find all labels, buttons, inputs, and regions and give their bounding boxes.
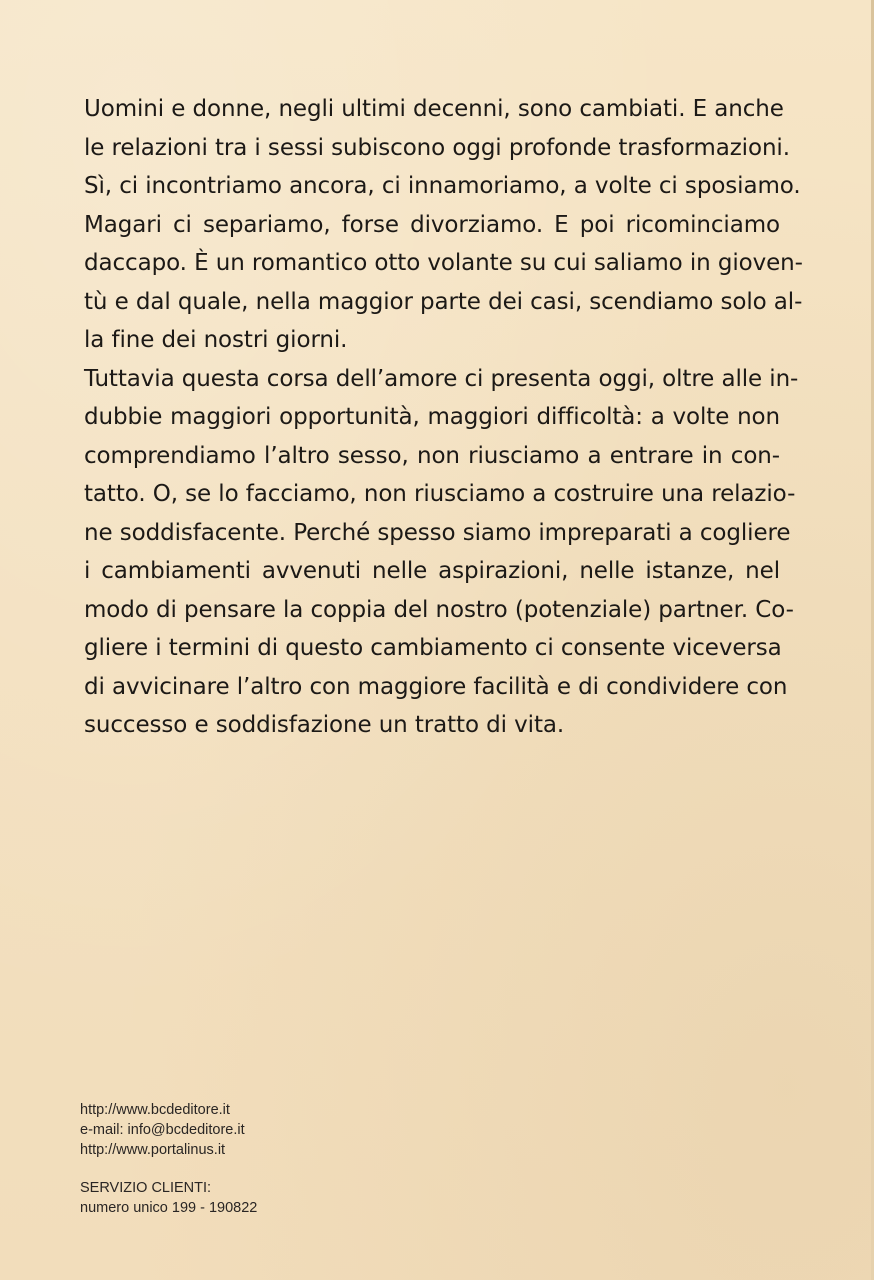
blurb-line: Sì, ci incontriamo ancora, ci innamoriamo, a volte ci sposiamo. — [84, 173, 801, 199]
blurb-line: tatto. O, se lo facciamo, non riusciamo a costruire una relazio- — [84, 481, 796, 507]
service-number: numero unico 199 - 190822 — [80, 1200, 258, 1216]
website-link[interactable]: http://www.bcdeditore.it — [80, 1102, 230, 1118]
blurb-line: i cambiamenti avvenuti nelle aspirazioni, nelle istanze, nel — [84, 558, 780, 584]
blurb-line: daccapo. È un romantico otto volante su cui saliamo in gioven- — [84, 250, 803, 276]
customer-service — [80, 1178, 257, 1218]
blurb-line: Uomini e donne, negli ultimi decenni, sono cambiati. E anche — [84, 96, 784, 122]
blurb-line: tù e dal quale, nella maggior parte dei casi, scendiamo solo al- — [84, 288, 803, 315]
blurb-line: dubbie maggiori opportunità, maggiori difficoltà: a volte non — [84, 404, 780, 430]
blurb-line: le relazioni tra i sessi subiscono oggi profonde trasformazioni. — [84, 134, 790, 161]
email-link[interactable]: e-mail: info@bcdeditore.it — [80, 1122, 245, 1138]
blurb-line: Tuttavia questa corsa dell’amore ci presenta oggi, oltre alle in- — [84, 365, 799, 392]
blurb-line: successo e soddisfazione un tratto di vita. — [84, 712, 565, 738]
blurb-line: Magari ci separiamo, forse divorziamo. E poi ricominciamo — [84, 211, 780, 238]
service-label: SERVIZIO CLIENTI: — [80, 1180, 212, 1196]
blurb-line: la fine dei nostri giorni. — [84, 327, 348, 353]
blurb-text — [84, 90, 803, 745]
blurb-line: comprendiamo l’altro sesso, non riusciamo a entrare in con- — [84, 442, 780, 469]
portal-link[interactable]: http://www.portalinus.it — [80, 1142, 226, 1158]
blurb-line: modo di pensare la coppia del nostro (potenziale) partner. Co- — [84, 596, 794, 623]
blurb-line: gliere i termini di questo cambiamento ci consente viceversa — [84, 635, 782, 661]
blurb-line: di avvicinare l’altro con maggiore facilità e di condividere con — [84, 673, 788, 700]
publisher-contacts — [80, 1100, 245, 1160]
blurb-line: ne soddisfacente. Perché spesso siamo impreparati a cogliere — [84, 519, 791, 546]
